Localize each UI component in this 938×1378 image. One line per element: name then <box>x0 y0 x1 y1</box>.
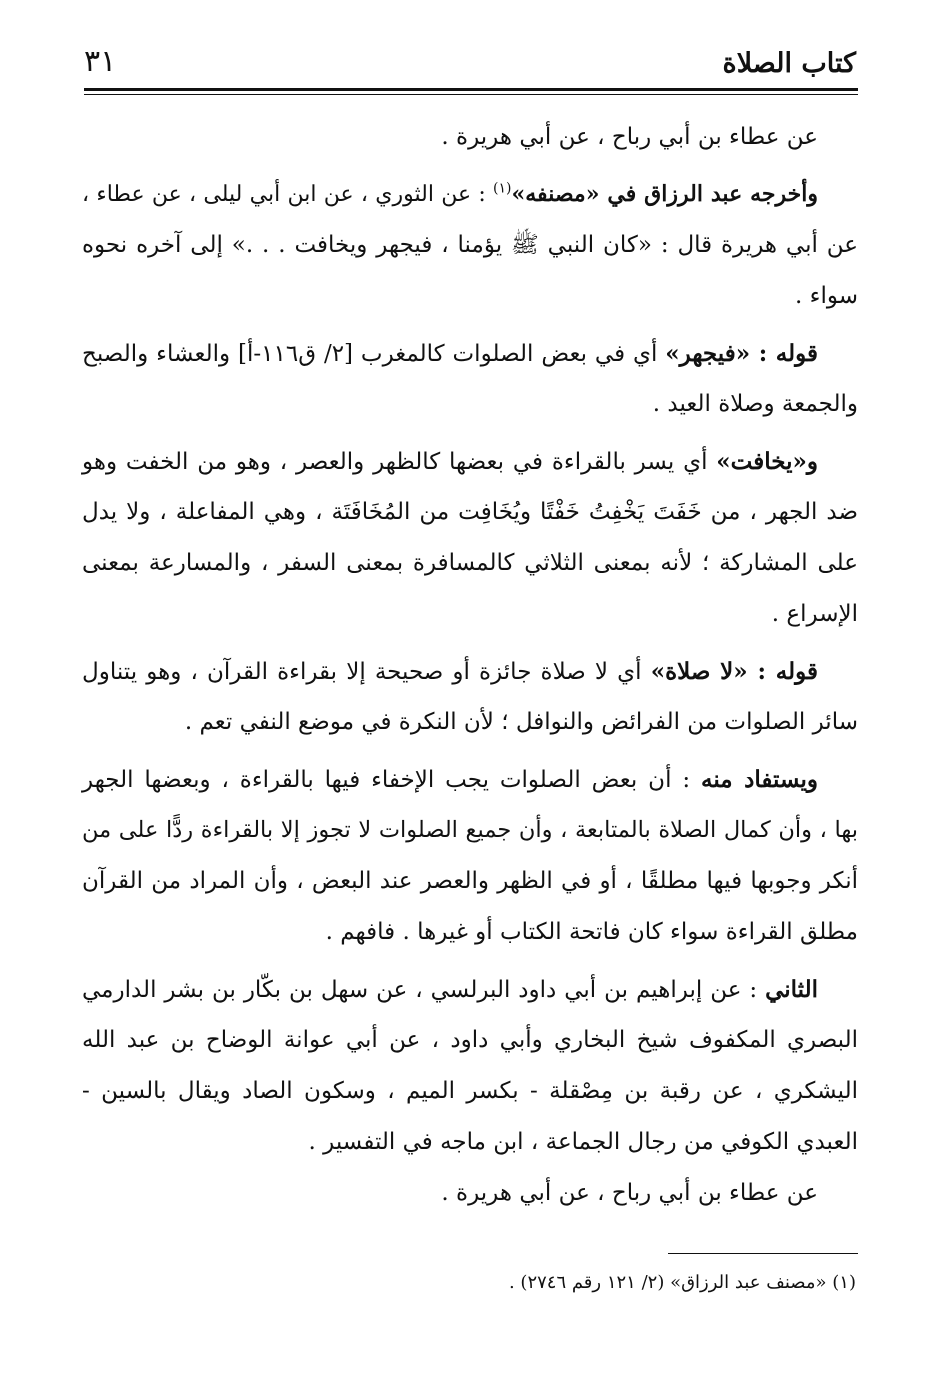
paragraph-line: البصري المكفوف شيخ البخاري وأبي داود ، عن أبي عوانة الوضاح بن عبد الله <box>82 1027 858 1053</box>
header-title: كتاب الصلاة <box>722 48 856 79</box>
paragraph-line <box>82 328 858 379</box>
header-rule <box>84 88 858 91</box>
text-run: أي لا صلاة جائزة أو صحيحة إلا بقراءة القرآن ، وهو يتناول <box>82 659 651 685</box>
paragraph-line: على المشاركة ؛ لأنه بمعنى الثلاثي كالمسافرة بمعنى السفر ، والمسارعة بمعنى <box>82 550 858 576</box>
body-text <box>82 112 858 1219</box>
bold-lead: و«يخافت» <box>716 448 818 475</box>
text-run: أي في بعض الصلوات كالمغرب [٢/ ق١١٦-أ] والعشاء والصبح <box>82 341 666 367</box>
paragraph-line: العبدي الكوفي من رجال الجماعة ، ابن ماجه في التفسير . <box>308 1129 858 1155</box>
bold-lead: وأخرجه عبد الرزاق في «مصنفه» <box>511 181 819 207</box>
line: عن عطاء بن أبي رباح ، عن أبي هريرة . <box>441 1180 818 1206</box>
paragraph-line: سواء . <box>795 283 858 309</box>
footnote-rule <box>668 1253 858 1254</box>
paragraph-line: مطلق القراءة سواء كان فاتحة الكتاب أو غيرها . فافهم . <box>325 919 858 945</box>
header-rule-thin <box>84 94 858 95</box>
text-run: أي يسر بالقراءة في بعضها كالظهر والعصر ، وهو من الخفت وهو <box>82 449 717 475</box>
paragraph-line <box>82 436 858 487</box>
text-run: : أن بعض الصلوات يجب الإخفاء فيها بالقراءة ، وبعضها الجهر <box>82 767 701 793</box>
bold-lead: قوله : «لا صلاة» <box>650 658 818 685</box>
bold-lead: قوله : «فيجهر» <box>665 340 818 367</box>
text-run: : عن الثوري ، عن ابن أبي ليلى ، عن عطاء ، <box>82 182 494 207</box>
footnote: (١) «مصنف عبد الرزاق» (٢/ ١٢١ رقم ٢٧٤٦) . <box>508 1272 856 1293</box>
paragraph-line: سائر الصلوات من الفرائض والنوافل ؛ لأن النكرة في موضع النفي تعم . <box>184 709 858 735</box>
bold-lead: ويستفاد منه <box>700 766 819 793</box>
page-number: ٣١ <box>84 44 117 79</box>
line: عن عطاء بن أبي رباح ، عن أبي هريرة . <box>441 124 818 150</box>
bold-lead: الثاني <box>765 976 818 1003</box>
paragraph-line: اليشكري ، عن رقبة بن مِصْقلة - بكسر الميم ، وسكون الصاد ويقال بالسين - <box>82 1078 858 1104</box>
footnote-ref[interactable]: (١) <box>493 180 512 197</box>
paragraph-line <box>82 646 858 697</box>
paragraph-line <box>82 169 858 220</box>
paragraph-line: عن أبي هريرة قال : «كان النبي ﷺ يؤمنا ، فيجهر ويخافت . . .» إلى آخره نحوه <box>82 232 858 258</box>
paragraph-line: ضد الجهر ، من خَفَتَ يَخْفِتُ خَفْتًا ويُخَافِت من المُخَافَتَة ، وهي المفاعلة ، ولا يدل <box>82 499 858 525</box>
text-run: : عن إبراهيم بن أبي داود البرلسي ، عن سهل بن بكّار بن بشر الدارمي <box>82 977 766 1003</box>
paragraph-line <box>82 754 858 805</box>
paragraph-line: الإسراع . <box>771 601 858 627</box>
paragraph-line: بها ، وأن كمال الصلاة بالمتابعة ، وأن جميع الصلوات لا تجوز إلا بالقراءة ردًّا على من <box>82 817 858 843</box>
paragraph-line <box>82 964 858 1015</box>
paragraph-line: أنكر وجوبها فيها مطلقًا ، أو في الظهر والعصر عند البعض ، وأن المراد من القرآن <box>82 868 858 894</box>
paragraph-line: والجمعة وصلاة العيد . <box>652 391 858 417</box>
